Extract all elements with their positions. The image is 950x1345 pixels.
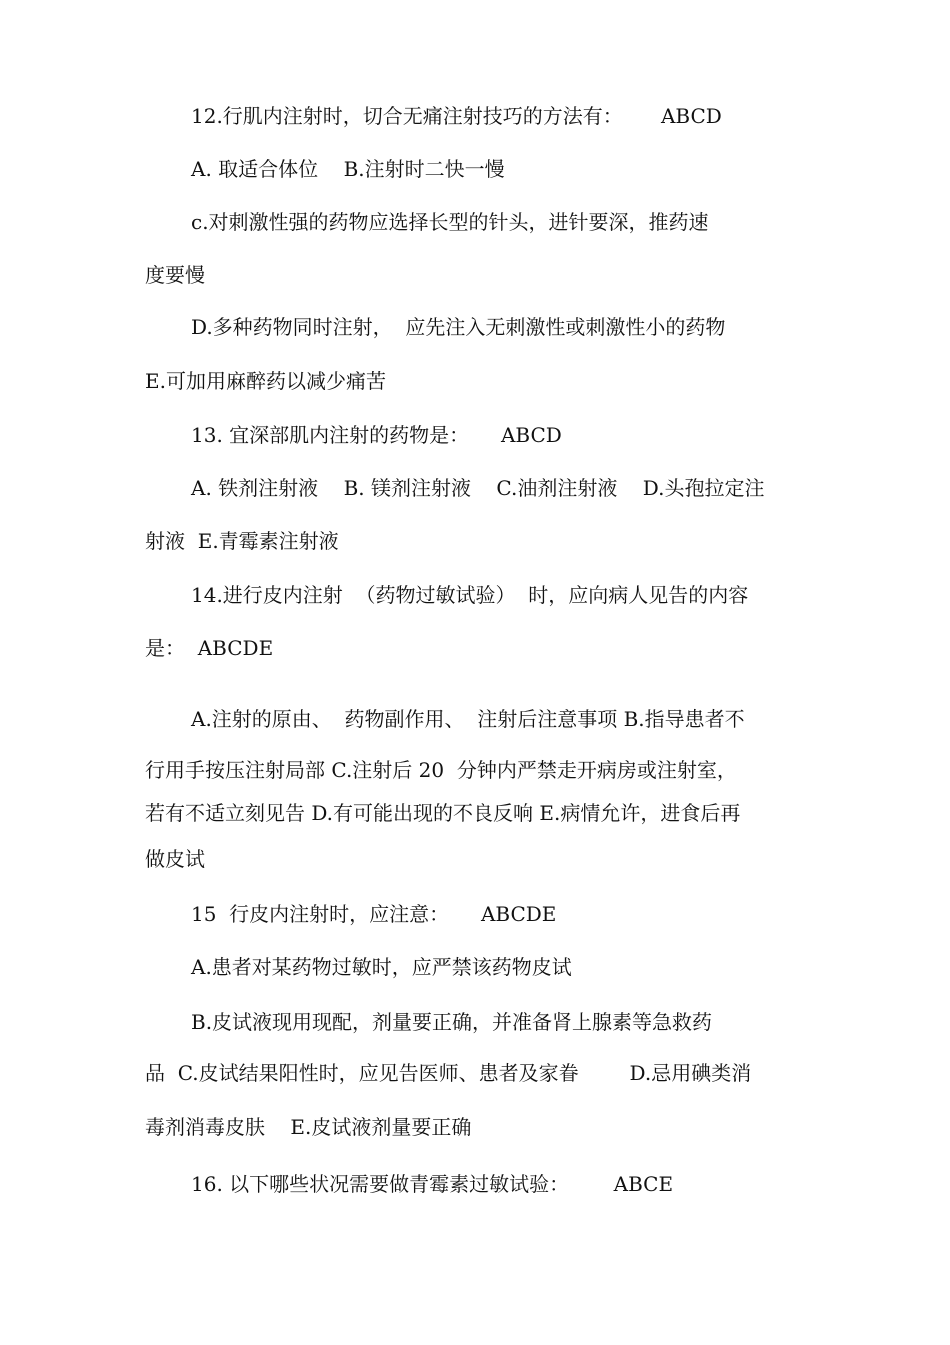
question-15-title: 15 行皮内注射时，应注意： ABCDE [191,902,557,926]
question-12-option-e: E.可加用麻醉药以减少痛苦 [145,369,386,393]
question-14-options-4: 做皮试 [145,847,205,871]
question-15-option-b: B.皮试液现用现配，剂量要正确，并准备肾上腺素等急救药 [191,1010,713,1034]
question-13-title: 13. 宜深部肌内注射的药物是： ABCD [191,423,562,447]
question-14-options-2: 行用手按压注射局部 C.注射后 20 分钟内严禁走开病房或注射室， [145,758,737,782]
question-12-title: 12.行肌内注射时，切合无痛注射技巧的方法有： ABCD [191,104,722,128]
question-14-title: 14.进行皮内注射 （药物过敏试验） 时，应向病人见告的内容 [191,583,749,607]
question-12-option-d: D.多种药物同时注射， 应先注入无刺激性或刺激性小的药物 [191,315,726,339]
question-13-options: A. 铁剂注射液 B. 镁剂注射液 C.油剂注射液 D.头孢拉定注 [191,476,765,500]
question-13-options-cont: 射液 E.青霉素注射液 [145,529,339,553]
question-14-options-3: 若有不适立刻见告 D.有可能出现的不良反响 E.病情允许，进食后再 [145,801,741,825]
question-12-option-c: c.对刺激性强的药物应选择长型的针头，进针要深，推药速 [191,210,709,234]
question-14-options-1: A.注射的原由、 药物副作用、 注射后注意事项 B.指导患者不 [191,707,745,731]
question-12-option-c-cont: 度要慢 [145,263,205,287]
question-16-title: 16. 以下哪些状况需要做青霉素过敏试验： ABCE [191,1172,674,1196]
question-12-option-ab: A. 取适合体位 B.注射时二快一慢 [191,157,505,181]
question-15-option-e: 毒剂消毒皮肤 E.皮试液剂量要正确 [145,1115,472,1139]
question-15-option-a: A.患者对某药物过敏时，应严禁该药物皮试 [191,955,572,979]
question-14-title-cont: 是： ABCDE [145,636,274,660]
question-15-option-cd: 品 C.皮试结果阳性时，应见告医师、患者及家眷 D.忌用碘类消 [145,1061,752,1085]
